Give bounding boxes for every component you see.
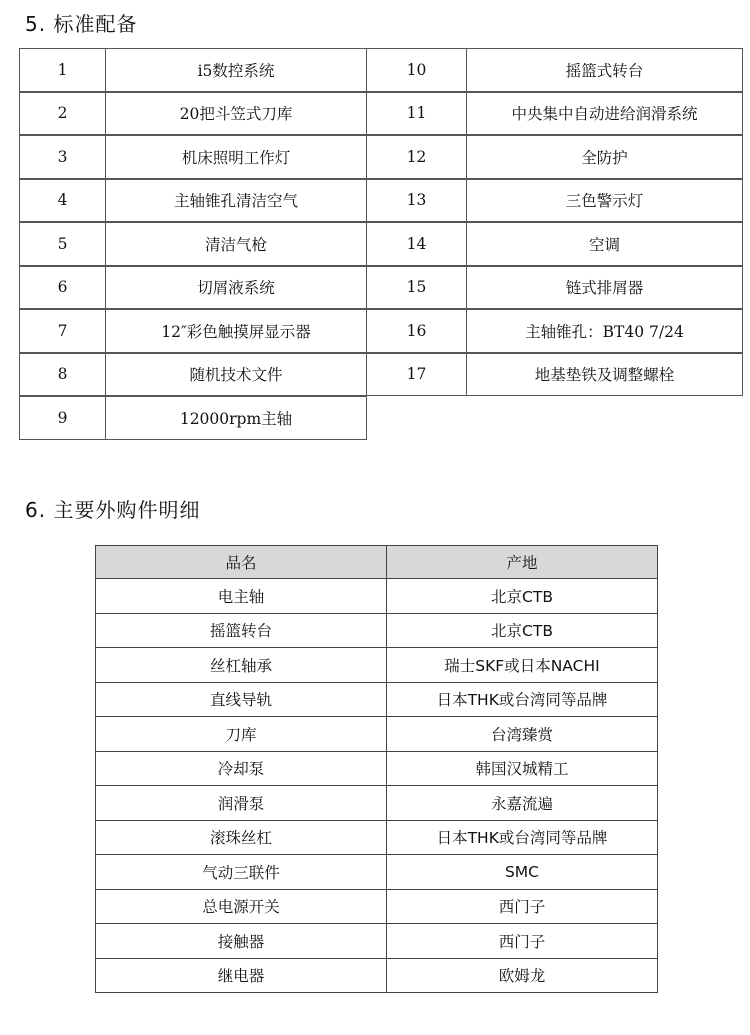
item-number: 7 bbox=[19, 309, 106, 353]
item-name: 摇篮式转台 bbox=[466, 48, 743, 92]
part-name-cell: 总电源开关 bbox=[96, 889, 387, 924]
table-row bbox=[20, 310, 743, 354]
item-name: 清洁气枪 bbox=[105, 222, 367, 266]
part-name-cell: 直线导轨 bbox=[96, 682, 387, 717]
table-row bbox=[96, 751, 658, 786]
table-row bbox=[96, 648, 658, 683]
origin-cell: 台湾臻赏 bbox=[387, 717, 658, 752]
item-number: 15 bbox=[366, 266, 467, 310]
item-name: 主轴锥孔：BT40 7/24 bbox=[466, 309, 743, 353]
origin-cell: 日本THK或台湾同等品牌 bbox=[387, 682, 658, 717]
item-number: 6 bbox=[19, 266, 106, 310]
origin-cell: 瑞士SKF或日本NACHI bbox=[387, 648, 658, 683]
table-row bbox=[20, 136, 743, 180]
part-name-cell: 丝杠轴承 bbox=[96, 648, 387, 683]
item-number: 1 bbox=[19, 48, 106, 92]
item-number: 9 bbox=[19, 396, 106, 440]
origin-cell: 欧姆龙 bbox=[387, 958, 658, 993]
table-row bbox=[96, 717, 658, 752]
table-row bbox=[20, 397, 743, 441]
item-number: 11 bbox=[366, 92, 467, 136]
item-name: 机床照明工作灯 bbox=[105, 135, 367, 179]
item-number: 4 bbox=[19, 179, 106, 223]
table-row bbox=[20, 267, 743, 311]
part-name-cell: 滚珠丝杠 bbox=[96, 820, 387, 855]
item-name: 三色警示灯 bbox=[466, 179, 743, 223]
item-number: 3 bbox=[19, 135, 106, 179]
origin-cell: 北京CTB bbox=[387, 613, 658, 648]
item-name: 切屑液系统 bbox=[105, 266, 367, 310]
table-row bbox=[96, 786, 658, 821]
item-name: 地基垫铁及调整螺栓 bbox=[466, 353, 743, 397]
item-number: 13 bbox=[366, 179, 467, 223]
item-number: 10 bbox=[366, 48, 467, 92]
part-name-cell: 继电器 bbox=[96, 958, 387, 993]
item-name: 链式排屑器 bbox=[466, 266, 743, 310]
table-row bbox=[96, 682, 658, 717]
item-number: 17 bbox=[366, 353, 467, 397]
origin-cell: 西门子 bbox=[387, 924, 658, 959]
item-name: 12″彩色触摸屏显示器 bbox=[105, 309, 367, 353]
header-origin: 产地 bbox=[387, 546, 658, 579]
table-row bbox=[96, 958, 658, 993]
origin-cell: SMC bbox=[387, 855, 658, 890]
origin-cell: 西门子 bbox=[387, 889, 658, 924]
part-name-cell: 摇篮转台 bbox=[96, 613, 387, 648]
section5-heading: 5. 标准配备 bbox=[25, 12, 138, 36]
part-name-cell: 接触器 bbox=[96, 924, 387, 959]
item-number: 5 bbox=[19, 222, 106, 266]
table-row bbox=[20, 49, 743, 93]
part-name-cell: 润滑泵 bbox=[96, 786, 387, 821]
item-number: 2 bbox=[19, 92, 106, 136]
part-name-cell: 电主轴 bbox=[96, 579, 387, 614]
item-name: i5数控系统 bbox=[105, 48, 367, 92]
item-name: 随机技术文件 bbox=[105, 353, 367, 397]
table-row bbox=[20, 354, 743, 398]
table-row bbox=[96, 924, 658, 959]
parts-header-row bbox=[96, 546, 658, 579]
purchased-parts-table bbox=[95, 545, 658, 993]
table-row bbox=[20, 93, 743, 137]
item-name: 中央集中自动进给润滑系统 bbox=[466, 92, 743, 136]
item-name: 12000rpm主轴 bbox=[105, 396, 367, 440]
table-row bbox=[96, 855, 658, 890]
origin-cell: 北京CTB bbox=[387, 579, 658, 614]
table-row bbox=[20, 223, 743, 267]
table-row bbox=[96, 579, 658, 614]
table-row bbox=[20, 180, 743, 224]
item-number: 8 bbox=[19, 353, 106, 397]
table-row bbox=[96, 820, 658, 855]
header-part-name: 品名 bbox=[96, 546, 387, 579]
table-row bbox=[96, 613, 658, 648]
item-name: 主轴锥孔清洁空气 bbox=[105, 179, 367, 223]
section6-heading: 6. 主要外购件明细 bbox=[25, 498, 201, 522]
item-number: 12 bbox=[366, 135, 467, 179]
item-name: 20把斗笠式刀库 bbox=[105, 92, 367, 136]
item-number: 14 bbox=[366, 222, 467, 266]
table-row bbox=[96, 889, 658, 924]
origin-cell: 韩国汉城精工 bbox=[387, 751, 658, 786]
item-name: 全防护 bbox=[466, 135, 743, 179]
item-number: 16 bbox=[366, 309, 467, 353]
part-name-cell: 气动三联件 bbox=[96, 855, 387, 890]
origin-cell: 永嘉流遍 bbox=[387, 786, 658, 821]
origin-cell: 日本THK或台湾同等品牌 bbox=[387, 820, 658, 855]
item-name: 空调 bbox=[466, 222, 743, 266]
part-name-cell: 刀库 bbox=[96, 717, 387, 752]
part-name-cell: 冷却泵 bbox=[96, 751, 387, 786]
